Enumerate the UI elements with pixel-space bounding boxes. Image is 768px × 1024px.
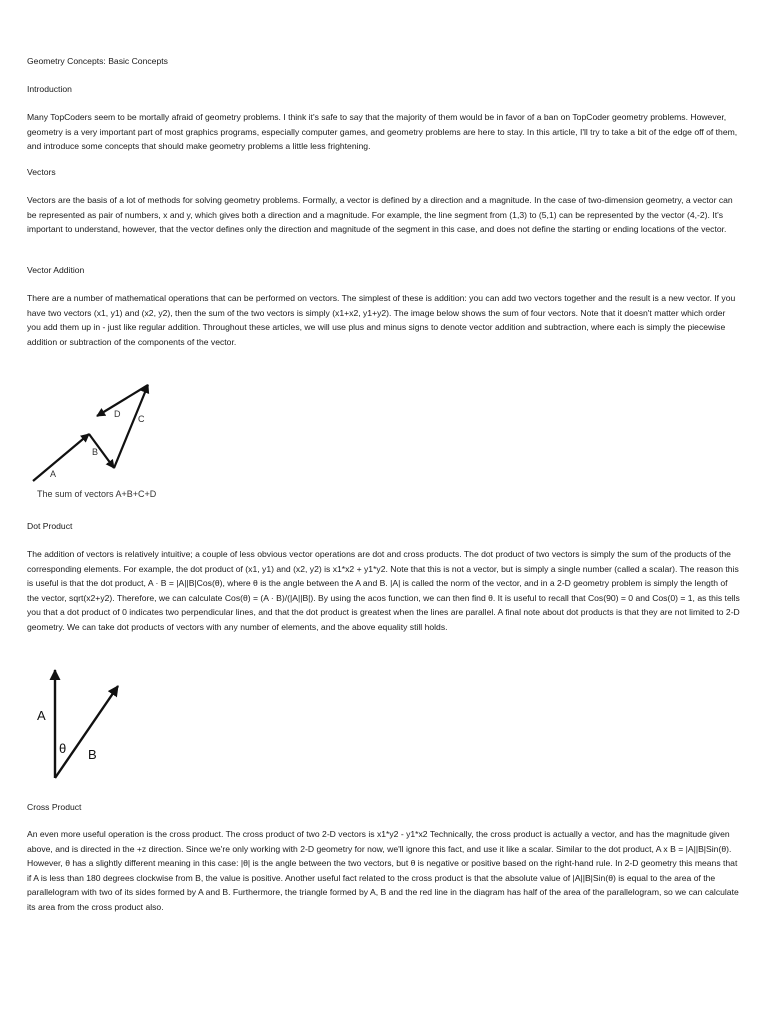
vector-sum-caption: The sum of vectors A+B+C+D <box>37 489 157 499</box>
vector-a-arrow <box>33 434 89 481</box>
vector-sum-figure <box>27 372 207 504</box>
paragraph-vector-addition: There are a number of mathematical operations that can be performed on vectors. The simplest of these is addition: you can add two vectors together and the result is a new vector. If you have two vectors (x1, y1) and (x2, y2), then the sum of the two vectors is simply (x1+x2, y1+y2). The image below shows the sum of four vectors. Note that it doesn't matter which order you add them up in - just like regular addition. Throughout these articles, we will use plus and minus signs to denote vector addition and subtraction, where each is simply the piecewise addition or subtraction of the components of the vector. <box>27 293 736 347</box>
heading-dot-product: Dot Product <box>27 521 73 531</box>
document-title: Geometry Concepts: Basic Concepts <box>27 56 168 66</box>
vector-b-label: B <box>92 447 99 457</box>
paragraph-cross-product: An even more useful operation is the cross product. The cross product of two 2-D vectors is x1*y2 - y1*x2 Technically, the cross product is actually a vector, and has the magnitude given above, and is directed in the +z direction. Since we're only working with 2-D geometry for now, we'll ignore this fact, and use it like a scalar. Similar to the dot product, A x B = |A||B|Sin(θ). However, θ has a slightly different meaning in this case: |θ| is the angle between the two vectors, but θ is negative or positive based on the right-hand rule. In 2-D geometry this means that if A is less than 180 degrees clockwise from B, the value is positive. Another useful fact related to the cross product is that the absolute value of |A||B|Sin(θ) is equal to the area of the parallelogram with two of its sides formed by A and B. Furthermore, the triangle formed by A, B and the red line in the diagram has half of the area of the parallelogram, so we can calculate its area from the cross product also. <box>27 829 739 912</box>
vector-b-label: B <box>88 747 97 762</box>
vector-c-label: C <box>138 414 145 424</box>
paragraph-dot-product: The addition of vectors is relatively intuitive; a couple of less obvious vector operations are dot and cross products. The dot product of two vectors is simply the sum of the products of the corresponding elements. For example, the dot product of (x1, y1) and (x2, y2) is x1*x2 + y1*y2. Note that this is not a vector, but is simply a single number (called a scalar). The reason this is useful is that the dot product, A · B = |A||B|Cos(θ), where θ is the angle between the A and B. |A| is called the norm of the vector, and in a 2-D geometry problem is simply the length of the vector, sqrt(x2+y2). Therefore, we can calculate Cos(θ) = (A · B)/(|A||B|). By using the acos function, we can then find θ. It is useful to recall that Cos(90) = 0 and Cos(0) = 1, as this tells you that a dot product of 0 indicates two perpendicular lines, and that the dot product is greatest when the lines are parallel. A final note about dot products is that they are not limited to 2-D geometry. We can take dot products of vectors with any number of elements, and the above equality still holds. <box>27 549 740 632</box>
vector-c-arrow <box>114 385 148 468</box>
paragraph-vectors: Vectors are the basis of a lot of methods for solving geometry problems. Formally, a vector is defined by a direction and a magnitude. In the case of two-dimension geometry, a vector can be represented as pair of numbers, x and y, which gives both a direction and a magnitude. For example, the line segment from (1,3) to (5,1) can be represented by the vector (4,-2). It's important to understand, however, that the vector defines only the direction and magnitude of the segment in this case, and does not define the starting or ending locations of the vector. <box>27 195 733 235</box>
vector-a-label: A <box>50 469 57 479</box>
dot-product-figure <box>27 664 137 784</box>
paragraph-introduction: Many TopCoders seem to be mortally afraid of geometry problems. I think it's safe to say that the majority of them would be in favor of a ban on TopCoder geometry problems. However, geometry is a very important part of most graphics programs, especially computer games, and geometry problems are here to stay. In this article, I'll try to take a bit of the edge off of them, and introduce some concepts that should make geometry problems a little less frightening. <box>27 112 738 152</box>
vector-b-arrow <box>55 686 118 778</box>
heading-vector-addition: Vector Addition <box>27 265 85 275</box>
vector-d-label: D <box>114 409 121 419</box>
vector-d-arrow <box>97 385 148 416</box>
heading-vectors: Vectors <box>27 167 56 177</box>
angle-theta-label: θ <box>59 741 67 756</box>
heading-cross-product: Cross Product <box>27 802 82 812</box>
vector-a-label: A <box>37 708 46 723</box>
heading-introduction: Introduction <box>27 84 72 94</box>
